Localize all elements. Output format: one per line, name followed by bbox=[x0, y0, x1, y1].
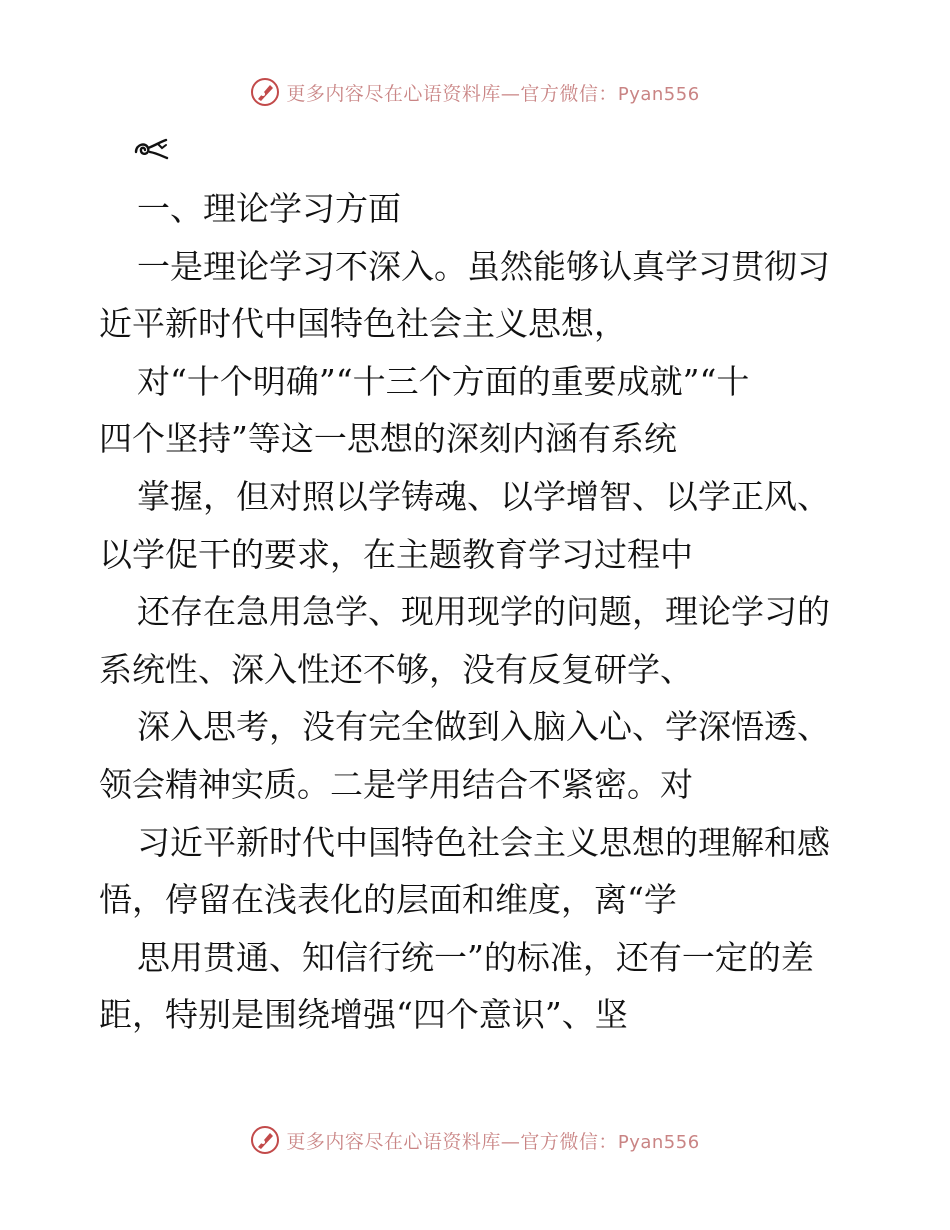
paragraph-line: 掌握，但对照以学铸魂、以学增智、以学正风、 bbox=[137, 476, 830, 516]
watermark-text: 更多内容尽在心语资料库—官方微信：Pyan556 bbox=[286, 1130, 700, 1153]
section-heading: 一、理论学习方面 bbox=[137, 189, 401, 228]
fleuron-ornament-icon bbox=[132, 136, 170, 162]
paragraph-line: 以学促干的要求，在主题教育学习过程中 bbox=[99, 534, 693, 574]
watermark-handle: Pyan556 bbox=[617, 1131, 700, 1153]
paragraph-line: 对“十个明确”“十三个方面的重要成就”“十 bbox=[137, 361, 750, 401]
paragraph-line: 距，特别是围绕增强“四个意识”、坚 bbox=[99, 995, 628, 1035]
paragraph-line: 领会精神实质。二是学用结合不紧密。对 bbox=[99, 764, 693, 804]
pen-nib-seal-icon bbox=[250, 1125, 280, 1155]
pen-nib-seal-icon bbox=[250, 77, 280, 107]
paragraph-line: 近平新时代中国特色社会主义思想， bbox=[99, 304, 627, 344]
paragraph-line: 习近平新时代中国特色社会主义思想的理解和感 bbox=[137, 822, 830, 862]
paragraph-line: 思用贯通、知信行统一”的标准，还有一定的差 bbox=[137, 937, 814, 977]
watermark-text: 更多内容尽在心语资料库—官方微信：Pyan556 bbox=[286, 82, 700, 105]
paragraph-line: 系统性、深入性还不够，没有反复研学、 bbox=[99, 649, 693, 689]
watermark-header bbox=[0, 72, 950, 112]
watermark-footer bbox=[0, 1120, 950, 1160]
paragraph-line: 一是理论学习不深入。虽然能够认真学习贯彻习 bbox=[137, 246, 830, 286]
paragraph-line: 深入思考，没有完全做到入脑入心、学深悟透、 bbox=[137, 707, 830, 747]
paragraph-line: 悟，停留在浅表化的层面和维度，离“学 bbox=[99, 880, 677, 920]
watermark-handle: Pyan556 bbox=[617, 83, 700, 105]
document-body bbox=[99, 180, 859, 1044]
paragraph-line: 还存在急用急学、现用现学的问题，理论学习的 bbox=[137, 592, 830, 632]
paragraph-line: 四个坚持”等这一思想的深刻内涵有系统 bbox=[99, 419, 677, 459]
